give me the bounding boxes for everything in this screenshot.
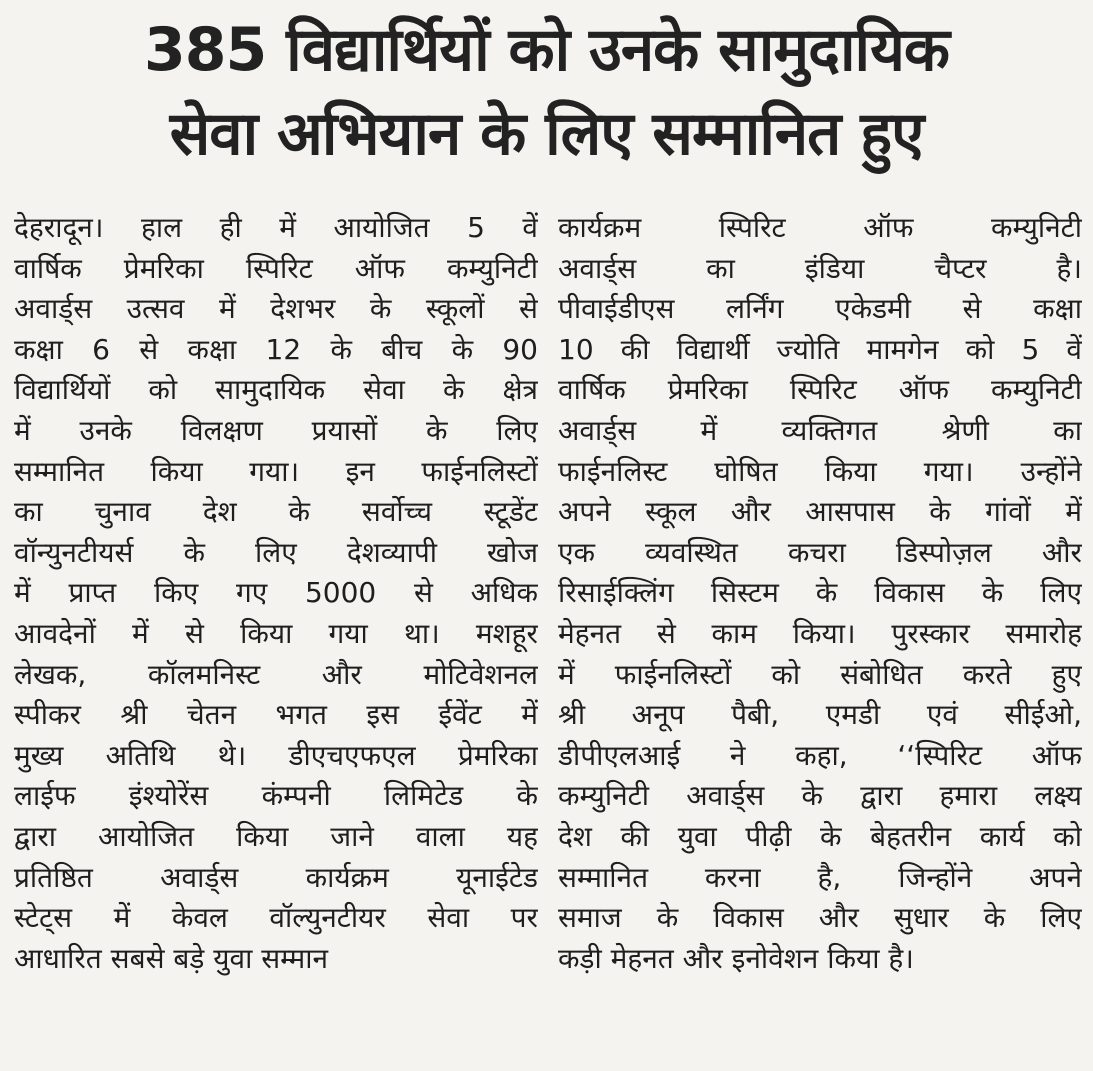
text-line: समाज के विकास और सुधार के लिए	[558, 901, 1082, 935]
text-line: देश की युवा पीढ़ी के बेहतरीन कार्य को	[558, 819, 1082, 853]
text-line: वार्षिक प्रेमरिका स्पिरिट ऑफ कम्युनिटी	[558, 373, 1082, 407]
text-line: कम्युनिटी अवार्ड्स के द्वारा हमारा लक्ष्य	[558, 779, 1082, 813]
right-column	[558, 208, 1082, 1058]
text-line: अवार्ड्स उत्सव में देशभर के स्कूलों से	[14, 292, 538, 326]
headline-line-1: 385 विद्यार्थियों को उनके सामुदायिक	[144, 15, 949, 85]
headline-line-2: सेवा अभियान के लिए सम्मानित हुए	[169, 99, 924, 169]
text-line: श्री अनूप पैबी, एमडी एवं सीईओ,	[558, 698, 1082, 732]
text-line: अपने स्कूल और आसपास के गांवों में	[558, 495, 1082, 529]
left-column	[14, 208, 538, 1058]
text-line: अवार्ड्स में व्यक्तिगत श्रेणी का	[558, 413, 1082, 447]
text-line: सम्मानित करना है, जिन्होंने अपने	[558, 860, 1082, 894]
text-line: फाईनलिस्ट घोषित किया गया। उन्होंने	[558, 454, 1082, 488]
text-line: कड़ी मेहनत और इनोवेशन किया है।	[558, 941, 914, 975]
text-line: पीवाईडीएस लर्निंग एकेडमी से कक्षा	[558, 292, 1082, 326]
text-line: में फाईनलिस्टों को संबोधित करते हुए	[558, 657, 1082, 691]
text-line: लाईफ इंश्योरेंस कंम्पनी लिमिटेड के	[14, 779, 538, 813]
text-line: में उनके विलक्षण प्रयासों के लिए	[14, 413, 538, 447]
text-line: आधारित सबसे बड़े युवा सम्मान	[14, 941, 329, 975]
text-line: सम्मानित किया गया। इन फाईनलिस्टों	[14, 454, 538, 488]
text-line: मुख्य अतिथि थे। डीएचएफएल प्रेमरिका	[14, 738, 538, 772]
text-line: मेहनत से काम किया। पुरस्कार समारोह	[558, 616, 1082, 650]
text-line: स्पीकर श्री चेतन भगत इस ईवेंट में	[14, 698, 538, 732]
text-line: कार्यक्रम स्पिरिट ऑफ कम्युनिटी	[558, 211, 1082, 244]
text-line: में प्राप्त किए गए 5000 से अधिक	[14, 576, 538, 610]
text-line: वार्षिक प्रेमरिका स्पिरिट ऑफ कम्युनिटी	[14, 251, 538, 285]
text-line: लेखक, कॉलमनिस्ट और मोटिवेशनल	[14, 657, 538, 691]
text-line: रिसाईक्लिंग सिस्टम के विकास के लिए	[558, 576, 1082, 610]
text-line: डीपीएलआई ने कहा, ‘‘स्पिरिट ऑफ	[558, 738, 1082, 772]
text-line: द्वारा आयोजित किया जाने वाला यह	[14, 819, 538, 853]
text-line: प्रतिष्ठित अवार्ड्स कार्यक्रम यूनाईटेड	[14, 860, 538, 894]
text-line: 10 की विद्यार्थी ज्योति मामगेन को 5 वें	[558, 332, 1082, 366]
article-body	[14, 208, 1082, 1058]
text-line: विद्यार्थियों को सामुदायिक सेवा के क्षेत्र	[14, 373, 538, 407]
text-line: अवार्ड्स का इंडिया चैप्टर है।	[558, 251, 1082, 285]
text-line: का चुनाव देश के सर्वोच्च स्टूडेंट	[14, 495, 538, 529]
text-line: वॉन्युनटीयर्स के लिए देशव्यापी खोज	[14, 535, 538, 569]
text-line: स्टेट्स में केवल वॉल्युनटीयर सेवा पर	[14, 901, 538, 935]
text-line: एक व्यवस्थित कचरा डिस्पोज़ल और	[558, 535, 1082, 569]
text-line: देहरादून। हाल ही में आयोजित 5 वें	[14, 211, 538, 244]
headline	[0, 8, 1093, 176]
text-line: कक्षा 6 से कक्षा 12 के बीच के 90	[14, 332, 538, 366]
text-line: आवदेनों में से किया गया था। मशहूर	[14, 616, 538, 650]
